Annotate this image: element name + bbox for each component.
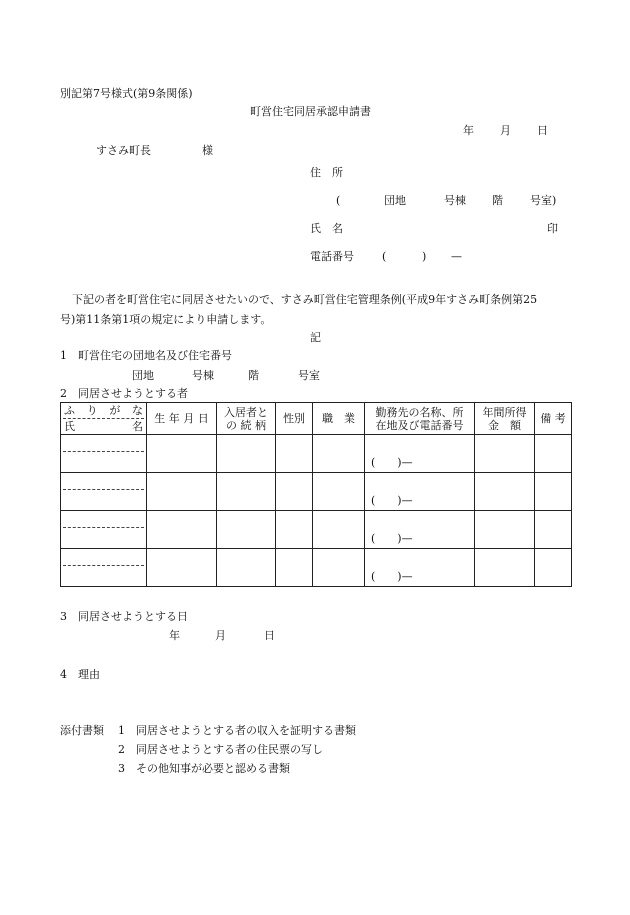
remarks-cell[interactable] xyxy=(535,473,572,511)
body-line-2: 号)第11条第1項の規定により申請します。 xyxy=(60,313,272,326)
table-row xyxy=(61,435,572,473)
furigana-char: が xyxy=(109,404,121,417)
header-income-line1: 年間所得 xyxy=(482,405,527,419)
gender-cell[interactable] xyxy=(276,511,313,549)
header-relation xyxy=(217,403,276,435)
name-char: 名 xyxy=(132,420,143,433)
tel-placeholder: ( )— xyxy=(371,570,413,583)
header-relation-line1: 入居者と xyxy=(224,405,268,419)
remarks-cell[interactable] xyxy=(535,549,572,587)
address-paren-open: ( xyxy=(336,194,341,207)
address-gotou: 号棟 xyxy=(444,194,466,207)
section3-day: 日 xyxy=(264,629,275,642)
tel-placeholder: ( )— xyxy=(371,532,413,545)
birthdate-cell[interactable] xyxy=(147,511,217,549)
remarks-cell[interactable] xyxy=(535,435,572,473)
occupation-cell[interactable] xyxy=(313,473,365,511)
date-year: 年 xyxy=(463,124,474,137)
tel-placeholder: ( )— xyxy=(371,494,413,507)
name-cell[interactable] xyxy=(61,473,147,511)
section4-heading: 4 理由 xyxy=(60,668,100,681)
relation-cell[interactable] xyxy=(217,511,276,549)
gender-cell[interactable] xyxy=(276,435,313,473)
workplace-cell[interactable] xyxy=(365,549,475,587)
gender-cell[interactable] xyxy=(276,549,313,587)
attachment-item: 3 その他知事が必要と認める書類 xyxy=(118,762,290,775)
attachment-item: 2 同居させようとする者の住民票の写し xyxy=(118,743,323,756)
ki-mark: 記 xyxy=(310,331,321,344)
header-workplace-line1: 勤務先の名称、所 xyxy=(375,405,464,419)
header-income-line2: 金 額 xyxy=(488,418,521,432)
addressee-suffix: 様 xyxy=(202,144,213,157)
section3-heading: 3 同居させようとする日 xyxy=(60,610,188,623)
address-goushitsu: 号室) xyxy=(530,194,557,207)
furigana-char: り xyxy=(86,404,98,417)
body-line-1: 下記の者を町営住宅に同居させたいので、すさみ町営住宅管理条例(平成9年すさみ町条例第25 xyxy=(72,293,538,306)
addressee: すさみ町長 xyxy=(96,144,151,157)
address-danchi: 団地 xyxy=(384,194,406,207)
name-cell[interactable] xyxy=(61,511,147,549)
workplace-cell[interactable] xyxy=(365,511,475,549)
occupation-cell[interactable] xyxy=(313,435,365,473)
name-cell[interactable] xyxy=(61,435,147,473)
relation-cell[interactable] xyxy=(217,549,276,587)
table-row xyxy=(61,511,572,549)
birthdate-cell[interactable] xyxy=(147,473,217,511)
phone-dash: — xyxy=(451,250,462,263)
occupation-cell[interactable] xyxy=(313,511,365,549)
phone-paren-close: ) xyxy=(422,250,427,263)
header-birthdate: 生 年 月 日 xyxy=(147,403,217,435)
table-row xyxy=(61,549,572,587)
section3-year: 年 xyxy=(169,629,180,642)
remarks-cell[interactable] xyxy=(535,511,572,549)
header-furigana-name xyxy=(61,403,147,435)
header-occupation: 職 業 xyxy=(313,403,365,435)
occupation-cell[interactable] xyxy=(313,549,365,587)
header-workplace-line2: 在地及び電話番号 xyxy=(375,418,464,432)
header-gender: 性別 xyxy=(276,403,313,435)
address-kai: 階 xyxy=(492,194,503,207)
name-cell[interactable] xyxy=(61,549,147,587)
furigana-char: ふ xyxy=(64,404,75,417)
section3-month: 月 xyxy=(215,629,226,642)
birthdate-cell[interactable] xyxy=(147,549,217,587)
relation-cell[interactable] xyxy=(217,473,276,511)
birthdate-cell[interactable] xyxy=(147,435,217,473)
header-remarks: 備 考 xyxy=(535,403,572,435)
income-cell[interactable] xyxy=(475,435,535,473)
workplace-cell[interactable] xyxy=(365,473,475,511)
income-cell[interactable] xyxy=(475,473,535,511)
header-relation-line2: の 続 柄 xyxy=(226,418,266,432)
income-cell[interactable] xyxy=(475,511,535,549)
header-workplace xyxy=(365,403,475,435)
gender-cell[interactable] xyxy=(276,473,313,511)
table-row xyxy=(61,473,572,511)
phone-paren-open: ( xyxy=(382,250,387,263)
workplace-cell[interactable] xyxy=(365,435,475,473)
section1-heading: 1 町営住宅の団地名及び住宅番号 xyxy=(60,349,232,362)
name-label: 氏 名 xyxy=(310,222,343,235)
date-day: 日 xyxy=(537,124,548,137)
section1-gotou: 号棟 xyxy=(192,369,214,382)
attachment-item: 1 同居させようとする者の収入を証明する書類 xyxy=(118,724,356,737)
attachments-label: 添付書類 xyxy=(60,724,104,737)
header-income xyxy=(475,403,535,435)
section1-goushitsu: 号室 xyxy=(298,369,320,382)
address-label: 住 所 xyxy=(310,166,343,179)
relation-cell[interactable] xyxy=(217,435,276,473)
phone-label: 電話番号 xyxy=(310,250,354,263)
name-char: 氏 xyxy=(64,420,75,433)
table-header-row xyxy=(61,403,572,435)
section1-kai: 階 xyxy=(248,369,259,382)
cohabitant-table xyxy=(60,402,572,587)
income-cell[interactable] xyxy=(475,549,535,587)
document-title: 町営住宅同居承認申請書 xyxy=(250,105,371,118)
tel-placeholder: ( )— xyxy=(371,456,413,469)
date-month: 月 xyxy=(500,124,511,137)
form-number: 別記第7号様式(第9条関係) xyxy=(60,87,193,100)
seal-mark: 印 xyxy=(547,222,558,235)
section1-danchi: 団地 xyxy=(132,369,154,382)
furigana-char: な xyxy=(131,404,143,417)
section2-heading: 2 同居させようとする者 xyxy=(60,387,188,400)
